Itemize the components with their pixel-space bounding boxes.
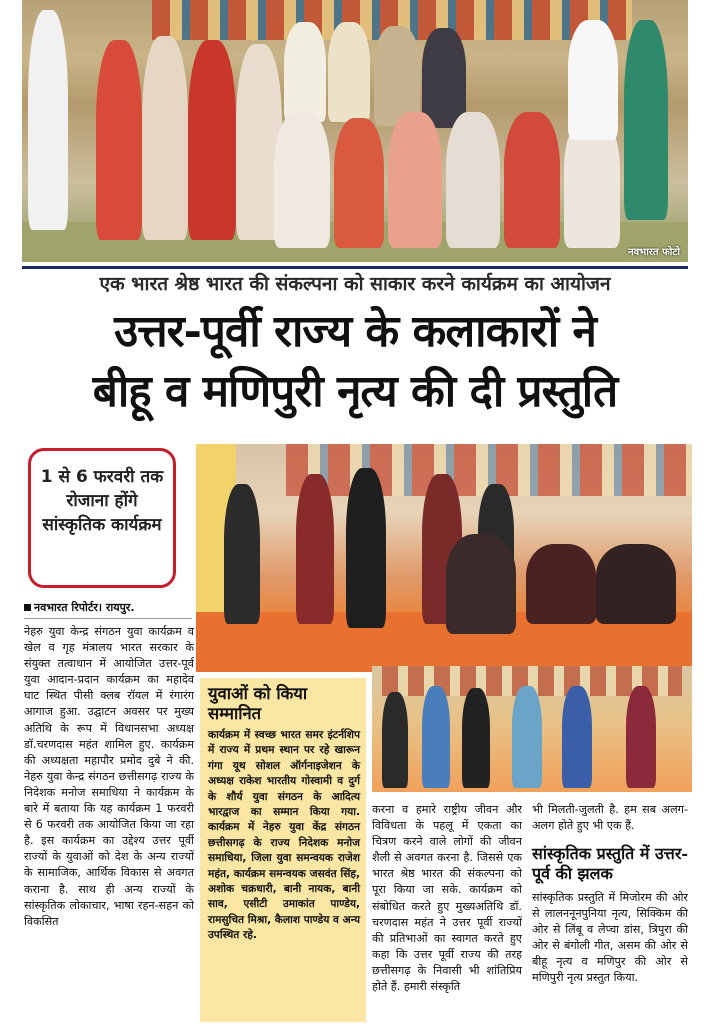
performer-figure [512, 686, 542, 788]
person-figure [284, 22, 326, 122]
person-figure [28, 10, 68, 230]
person-figure [388, 112, 442, 248]
article-column: करना व हमारे राष्ट्रीय जीवन और विविधता के पहलू में एकता का चित्रण करने वाले लोगों की जीवन शैली से अवगत करना है. जिससे एक भारत श्रेष्ठ भारत की संकल्पना को पूरा किया जा सके. कार्यक्रम को संबोधित करते हुए मुख्यअतिथि डॉ. चरणदास महंत ने उत्तर पूर्वी राज्यों की प्रतिभाओं का स्वागत करते हुए कहा कि उत्तर पूर्वी राज्य की तरह छत्तीसगढ़ के निवासी भी शांतिप्रिय होते हैं. हमारी संस्कृति [372, 803, 522, 994]
person-figure [334, 118, 384, 248]
section-subhead: सांस्कृतिक प्रस्तुति में उत्तर-पूर्व की झलक [532, 844, 689, 883]
article-column: नेहरु युवा केन्द्र संगठन युवा कार्यक्रम व खेल व गृह मंत्रालय भारत सरकार के संयुक्त तत्वाधान में आयोजित उत्तर-पूर्व युवा आदान-प्रदान कार्यक्रम का महादेव घाट स्थित पीसी क्लब रॉयल में रंगारंग आगाज हुआ. उद्घाटन अवसर पर मुख्य अतिथि के रूप में विधानसभा अध्यक्ष डॉ.चरणदास महंत शामिल हुए. कार्यक्रम की अध्यक्षता महापौर प्रमोद दुबे ने की. नेहरु युवा केन्द्र संगठन छत्तीसगढ़ राज्य के निदेशक मनोज समाधिया ने कार्यक्रम के बारे में बताया कि यह कार्यक्रम 1 फरवरी से 6 फरवरी तक आयोजित किया जा रहा है. इस कार्यक्रम का उद्देश्य उत्तर पूर्वी राज्यों के युवाओं को देश के अन्य राज्यों के सामाजिक, आर्थिक विकास से अवगत कराना है. साथ ही अन्य राज्यों के सांस्कृतिक लोकाचार, भाषा रहन-सहन को विकसित [24, 625, 194, 928]
dancer-figure [346, 468, 386, 628]
dancer-figure [224, 484, 260, 624]
byline-text: नवभारत रिपोर्टर। रायपुर. [34, 601, 135, 614]
dancer-figure [296, 474, 334, 624]
person-figure [504, 112, 560, 248]
person-figure [446, 112, 500, 248]
byline [24, 600, 192, 619]
person-figure [188, 40, 236, 240]
person-figure [274, 112, 330, 248]
highlight-box: 1 से 6 फरवरी तक रोजाना होंगे सांस्कृतिक कार्यक्रम [28, 448, 176, 588]
person-figure [422, 28, 466, 128]
performer-figure [562, 686, 592, 788]
article-column: भी मिलती-जुलती है. हम सब अलग-अलग होते हुए भी एक हैं. [532, 803, 688, 833]
sidebar-body: कार्यक्रम में स्वच्छ भारत समर इंटर्नशिप में राज्य में प्रथम स्थान पर रहे खारून गंगा यूथ सोशल ऑर्गनाइजेशन के अध्यक्ष राकेश भारतीय गोस्वामी व दुर्ग के शौर्य युवा संगठन के आदित्य भारद्वाज का सम्मान किया गया. कार्यक्रम में नेहरु युवा केंद्र संगठन छत्तीसगढ़ के राज्य निदेशक मनोज समाधिया, जिला युवा समन्वयक राजेश महंत, कार्यक्रम समन्वयक जसवंत सिंह, अशोक चक्रधारी, बानी नायक, बानी साव, एसीटी उमाकांत पाण्डेय, रामसुचित मिश्रा, कैलाश पाण्डेय व अन्य उपस्थित रहे. [208, 729, 360, 942]
performers-photo [372, 666, 692, 792]
person-figure [328, 22, 370, 122]
square-bullet-icon [24, 604, 31, 611]
kicker: एक भारत श्रेष्ठ भारत की संकल्पना को साकार करने कार्यक्रम का आयोजन [22, 266, 688, 298]
performer-figure [422, 686, 450, 788]
article-column: सांस्कृतिक प्रस्तुति में मिजोरम की ओर से लालननूनपुनिया नृत्य, सिक्किम की ओर से लिंबू व लेप्चा डांस, त्रिपुरा की ओर से बंगोली गीत, असम की ओर से बीहू नृत्य व मणिपुर की ओर से मणिपुरी नृत्य प्रस्तुत किया. [532, 891, 688, 985]
headline-line: बीहू व मणिपुरी नृत्य की दी प्रस्तुति [92, 366, 618, 417]
dancer-figure [526, 544, 596, 624]
person-figure [568, 20, 618, 140]
person-figure [142, 36, 188, 240]
headline-line: उत्तर-पूर्वी राज्य के कलाकारों ने [114, 306, 596, 357]
person-figure [96, 40, 142, 240]
dancer-figure [446, 534, 516, 634]
photo-credit: नवभारत फोटो [628, 247, 680, 258]
sidebar-title: युवाओं को किया सम्मानित [208, 684, 308, 723]
performer-figure [462, 688, 490, 788]
person-figure [374, 26, 420, 126]
dance-photo [196, 444, 692, 672]
headline [22, 302, 688, 422]
performer-figure [382, 692, 408, 788]
person-figure [624, 20, 668, 220]
performer-figure [626, 686, 656, 788]
dancer-figure [596, 544, 676, 624]
group-photo [22, 0, 688, 262]
sidebar-box [200, 678, 366, 1022]
